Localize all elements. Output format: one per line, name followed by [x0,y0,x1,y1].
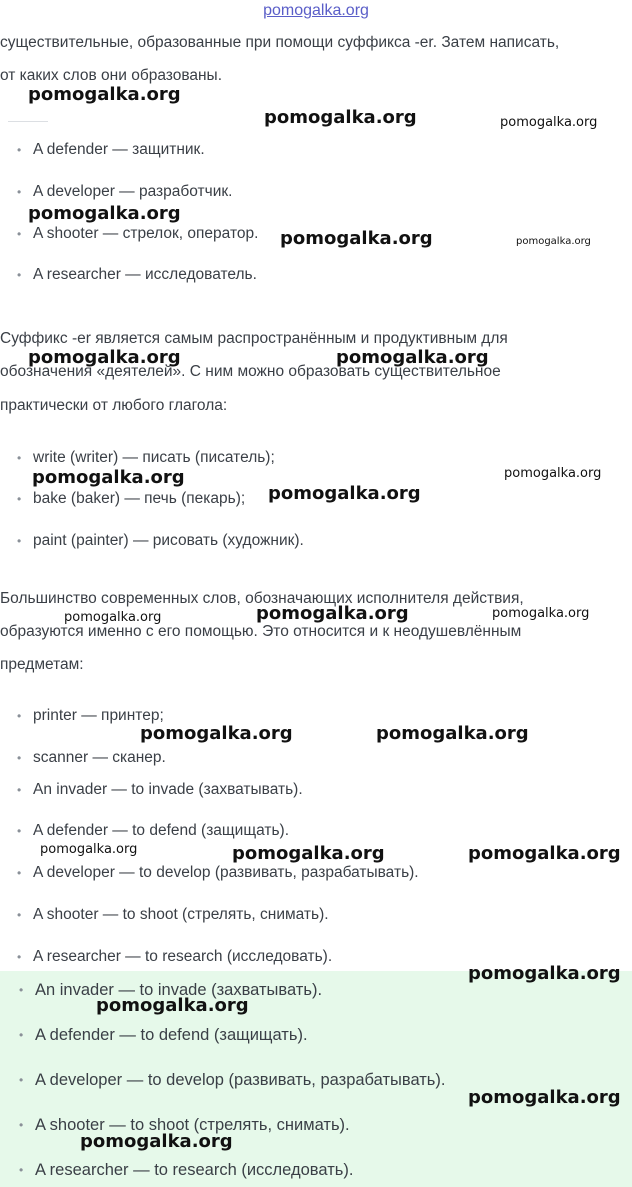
watermark: pomogalka.org [500,115,598,130]
watermark: pomogalka.org [28,347,181,368]
watermark: pomogalka.org [280,228,433,249]
paragraph-line: практически от любого глагола: [0,397,228,414]
bullet-icon: • [17,824,22,838]
watermark: pomogalka.org [468,843,621,864]
watermark: pomogalka.org [256,603,409,624]
watermark: pomogalka.org [232,843,385,864]
divider [8,121,48,122]
paragraph-line: Суффикс -er является самым распространённым и продуктивным для [0,330,508,347]
page: pomogalka.org существительные, образованные при помощи суффикса -er. Затем написать, от каких слов они образованы. • A defender — защитник. • A developer — разработчик. • A shooter — стрелок, оператор. • A researcher — исследователь. Суффикс -er является самым распространённым и продуктивным для обозначения «деятелей». С ним можно образовать существительное практически от любого глагола: • write (writer) — писать (писатель); • bake (baker) — печь (пекарь); • paint (painter) — рисовать (художник). Большинство современных слов, обозначающих исполнителя действия, образуются именно с его помощью. Это относится и к неодушевлённым предметам: • printer — принтер; • scanner — сканер. • An invader — to invade (захватывать). • A defender — to defend (защищать). • A developer — to develop (развивать, разрабатывать). • A shooter — to shoot (стрелять, снимать). • A researcher — to research (исследовать). • An invader — to invade (захватывать). • A defender — to defend (защищать). • A developer — to develop (развивать, разрабатывать). • A shooter — to shoot (стрелять, снимать). • A researcher — to research (исследовать). pomogalka.org pomogalka.org pomogalka.org pomogalka.org pomogalka.org pomogalka.org pomogalka.org pomogalka.org pomogalka.org pomogalka.org pomogalka.org pomogalka.org pomogalka.org pomogalka.org pomogalka.org pomogalka.org pomogalka.org pomogalka.org pomogalka.org pomogalka.org pomogalka.org pomogalka.org pomogalka.org [0,0,632,1187]
bullet-icon: • [17,492,22,506]
bullet-icon: • [17,908,22,922]
bullet-icon: • [17,227,22,241]
watermark: pomogalka.org [468,963,621,984]
bullet-icon: • [17,751,22,765]
intro-line: существительные, образованные при помощи суффикса -er. Затем написать, [0,34,560,51]
bullet-icon: • [19,1118,24,1132]
watermark: pomogalka.org [40,842,138,857]
bullet-icon: • [17,866,22,880]
watermark: pomogalka.org [96,995,249,1016]
bullet-icon: • [17,709,22,723]
bullet-icon: • [17,268,22,282]
bullet-icon: • [17,534,22,548]
intro-line: от каких слов они образованы. [0,67,223,84]
bullet-icon: • [17,783,22,797]
watermark: pomogalka.org [28,84,181,105]
watermark: pomogalka.org [268,483,421,504]
header-watermark: pomogalka.org [263,2,369,19]
watermark: pomogalka.org [504,466,602,481]
watermark: pomogalka.org [492,606,590,621]
watermark: pomogalka.org [516,236,591,247]
bullet-icon: • [19,983,24,997]
watermark: pomogalka.org [468,1087,621,1108]
watermark: pomogalka.org [80,1131,233,1152]
watermark: pomogalka.org [32,467,185,488]
bullet-icon: • [19,1163,24,1177]
watermark: pomogalka.org [64,610,162,625]
watermark: pomogalka.org [264,107,417,128]
bullet-icon: • [17,451,22,465]
paragraph-line: предметам: [0,656,84,673]
paragraph-line: обозначения «деятелей». С ним можно образовать существительное [0,363,501,380]
bullet-icon: • [17,143,22,157]
bullet-icon: • [19,1073,24,1087]
bullet-icon: • [19,1028,24,1042]
watermark: pomogalka.org [336,347,489,368]
watermark: pomogalka.org [376,723,529,744]
watermark: pomogalka.org [28,203,181,224]
watermark: pomogalka.org [140,723,293,744]
paragraph-line: образуются именно с его помощью. Это относится и к неодушевлённым [0,623,522,640]
bullet-icon: • [17,185,22,199]
bullet-icon: • [17,950,22,964]
paragraph-line: Большинство современных слов, обозначающих исполнителя действия, [0,590,524,607]
